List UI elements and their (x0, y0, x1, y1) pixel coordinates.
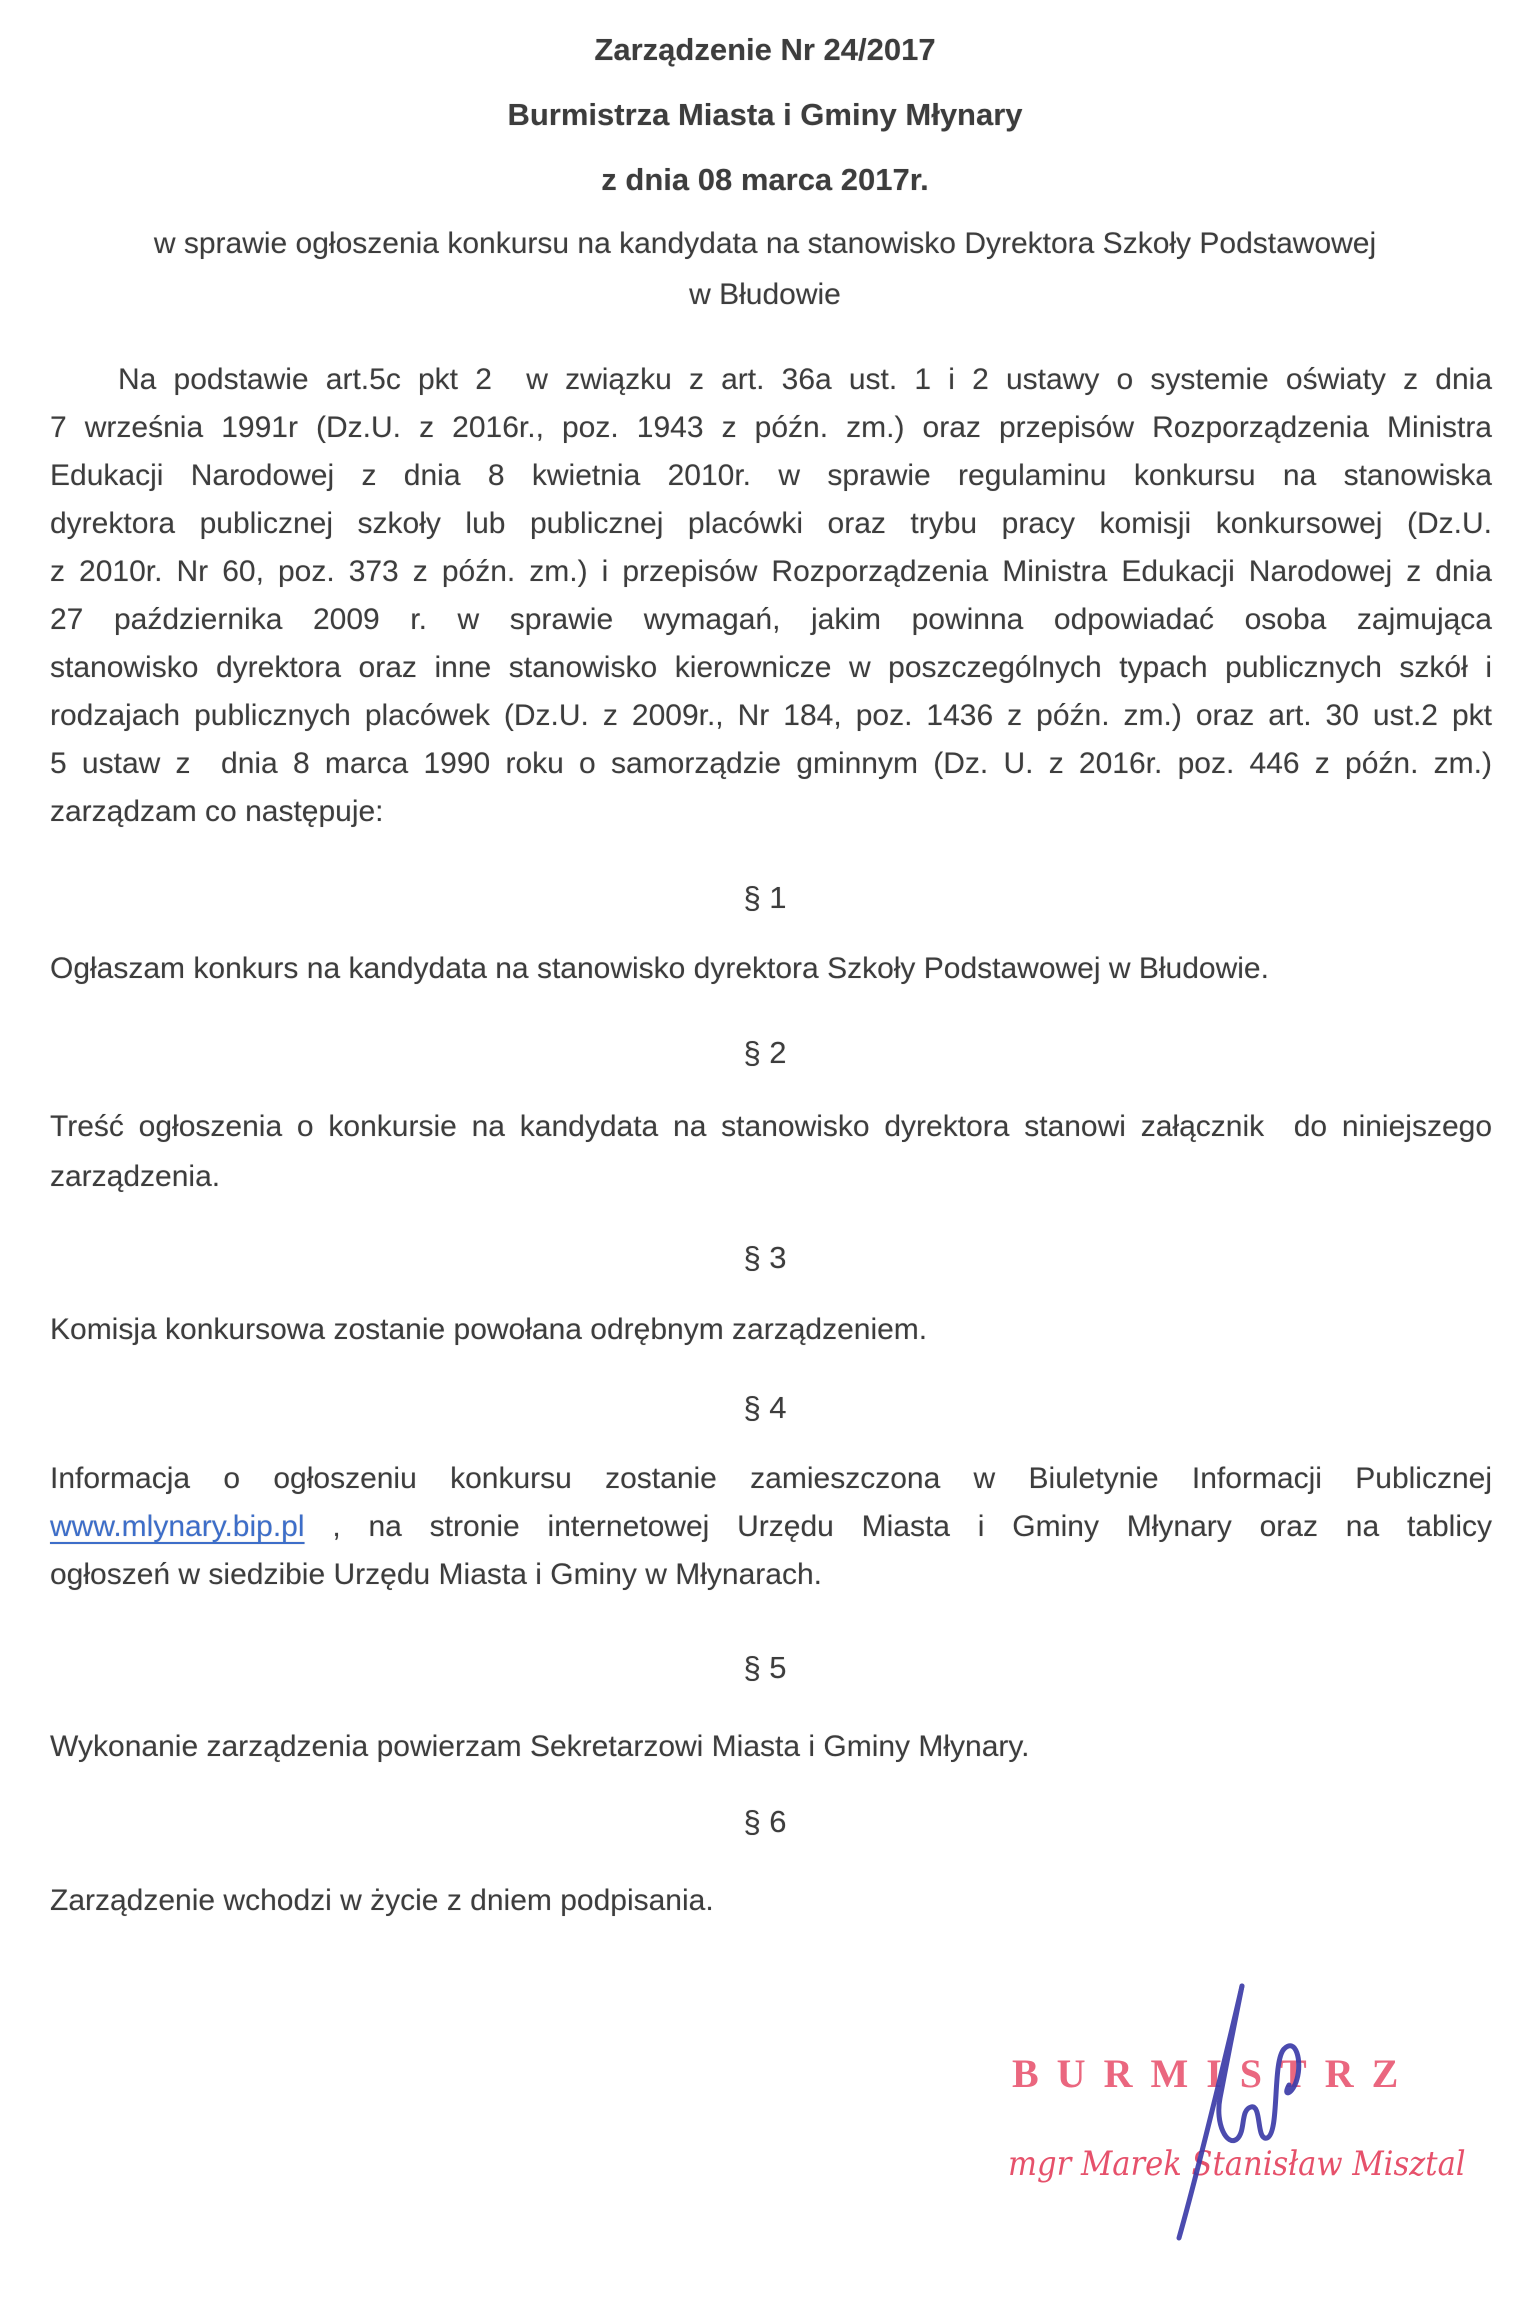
section-body-6 (50, 1883, 1492, 1919)
section-4-link-line (50, 1503, 1492, 1551)
subject-line-1: w sprawie ogłoszenia konkursu na kandydata na stanowisko Dyrektora Szkoły Podstawowej (153, 227, 1377, 260)
section-mark-2: § 2 (743, 1035, 787, 1070)
section-6-text: Zarządzenie wchodzi w życie z dniem podpisania. (50, 1884, 714, 1917)
preamble-line: Edukacji Narodowej z dnia 8 kwietnia 2010r. w sprawie regulaminu konkursu na stanowiska (50, 459, 1492, 492)
date-line: z dnia 08 marca 2017r. (601, 162, 929, 197)
section-mark-5: § 5 (743, 1650, 787, 1685)
section-body-4 (50, 1455, 1492, 1599)
section-mark-4: § 4 (743, 1390, 787, 1425)
ordinance-number: Zarządzenie Nr 24/2017 (594, 32, 936, 67)
preamble-line: z 2010r. Nr 60, poz. 373 z późn. zm.) i przepisów Rozporządzenia Ministra Edukacji Narodowej z dnia (50, 555, 1492, 588)
issuer-line: Burmistrza Miasta i Gminy Młynary (507, 97, 1023, 132)
section-mark-6: § 6 (743, 1804, 787, 1839)
section-3-text: Komisja konkursowa zostanie powołana odrębnym zarządzeniem. (50, 1313, 928, 1346)
section-body-3 (50, 1312, 1492, 1348)
preamble-line: 5 ustaw z dnia 8 marca 1990 roku o samorządzie gminnym (Dz. U. z 2016r. poz. 446 z późn. zm.) (50, 747, 1492, 780)
section-mark-1: § 1 (743, 880, 787, 915)
preamble-paragraph (50, 356, 1492, 836)
section-body-5 (50, 1729, 1492, 1765)
section-5-text: Wykonanie zarządzenia powierzam Sekretarzowi Miasta i Gminy Młynary. (50, 1730, 1030, 1763)
subject-line-2: w Błudowie (689, 278, 841, 311)
section-body-2 (50, 1102, 1492, 1202)
section-4-line: Informacja o ogłoszeniu konkursu zostanie zamieszczona w Biuletynie Informacji Publicznej (50, 1462, 1492, 1495)
preamble-line: 27 października 2009 r. w sprawie wymagań, jakim powinna odpowiadać osoba zajmująca (50, 603, 1492, 636)
preamble-line: stanowisko dyrektora oraz inne stanowisko kierownicze w poszczególnych typach publicznych szkół i (50, 651, 1492, 684)
section-2-line: zarządzenia. (50, 1160, 221, 1193)
section-1-text: Ogłaszam konkurs na kandydata na stanowisko dyrektora Szkoły Podstawowej w Błudowie. (50, 952, 1269, 985)
section-4-line: ogłoszeń w siedzibie Urzędu Miasta i Gminy w Młynarach. (50, 1558, 822, 1591)
preamble-line: rodzajach publicznych placówek (Dz.U. z 2009r., Nr 184, poz. 1436 z późn. zm.) oraz art. 30 ust.2 pkt (50, 699, 1492, 732)
mayor-stamp-title: BURMISTRZ (1012, 2051, 1417, 2096)
preamble-line: Na podstawie art.5c pkt 2 w związku z art. 36a ust. 1 i 2 ustawy o systemie oświaty z dnia (118, 363, 1492, 396)
section-body-1 (50, 951, 1492, 987)
section-4-link-line-rest: , na stronie internetowej Urzędu Miasta i Gminy Młynary oraz na tablicy (304, 1510, 1492, 1543)
section-2-line: Treść ogłoszenia o konkursie na kandydata na stanowisko dyrektora stanowi załącznik do niniejszego (50, 1110, 1492, 1143)
preamble-line: dyrektora publicznej szkoły lub publicznej placówki oraz trybu pracy komisji konkursowej (Dz.U. (50, 507, 1492, 540)
preamble-closing: zarządzam co następuje: (50, 795, 384, 828)
section-mark-3: § 3 (743, 1240, 787, 1275)
mayor-stamp-name: mgr Marek Stanisław Misztal (1008, 2144, 1466, 2184)
bip-link[interactable]: www.mlynary.bip.pl (50, 1510, 305, 1543)
preamble-line: 7 września 1991r (Dz.U. z 2016r., poz. 1943 z późn. zm.) oraz przepisów Rozporządzenia Ministra (50, 411, 1492, 444)
signature-main-stroke (1179, 1986, 1242, 2238)
